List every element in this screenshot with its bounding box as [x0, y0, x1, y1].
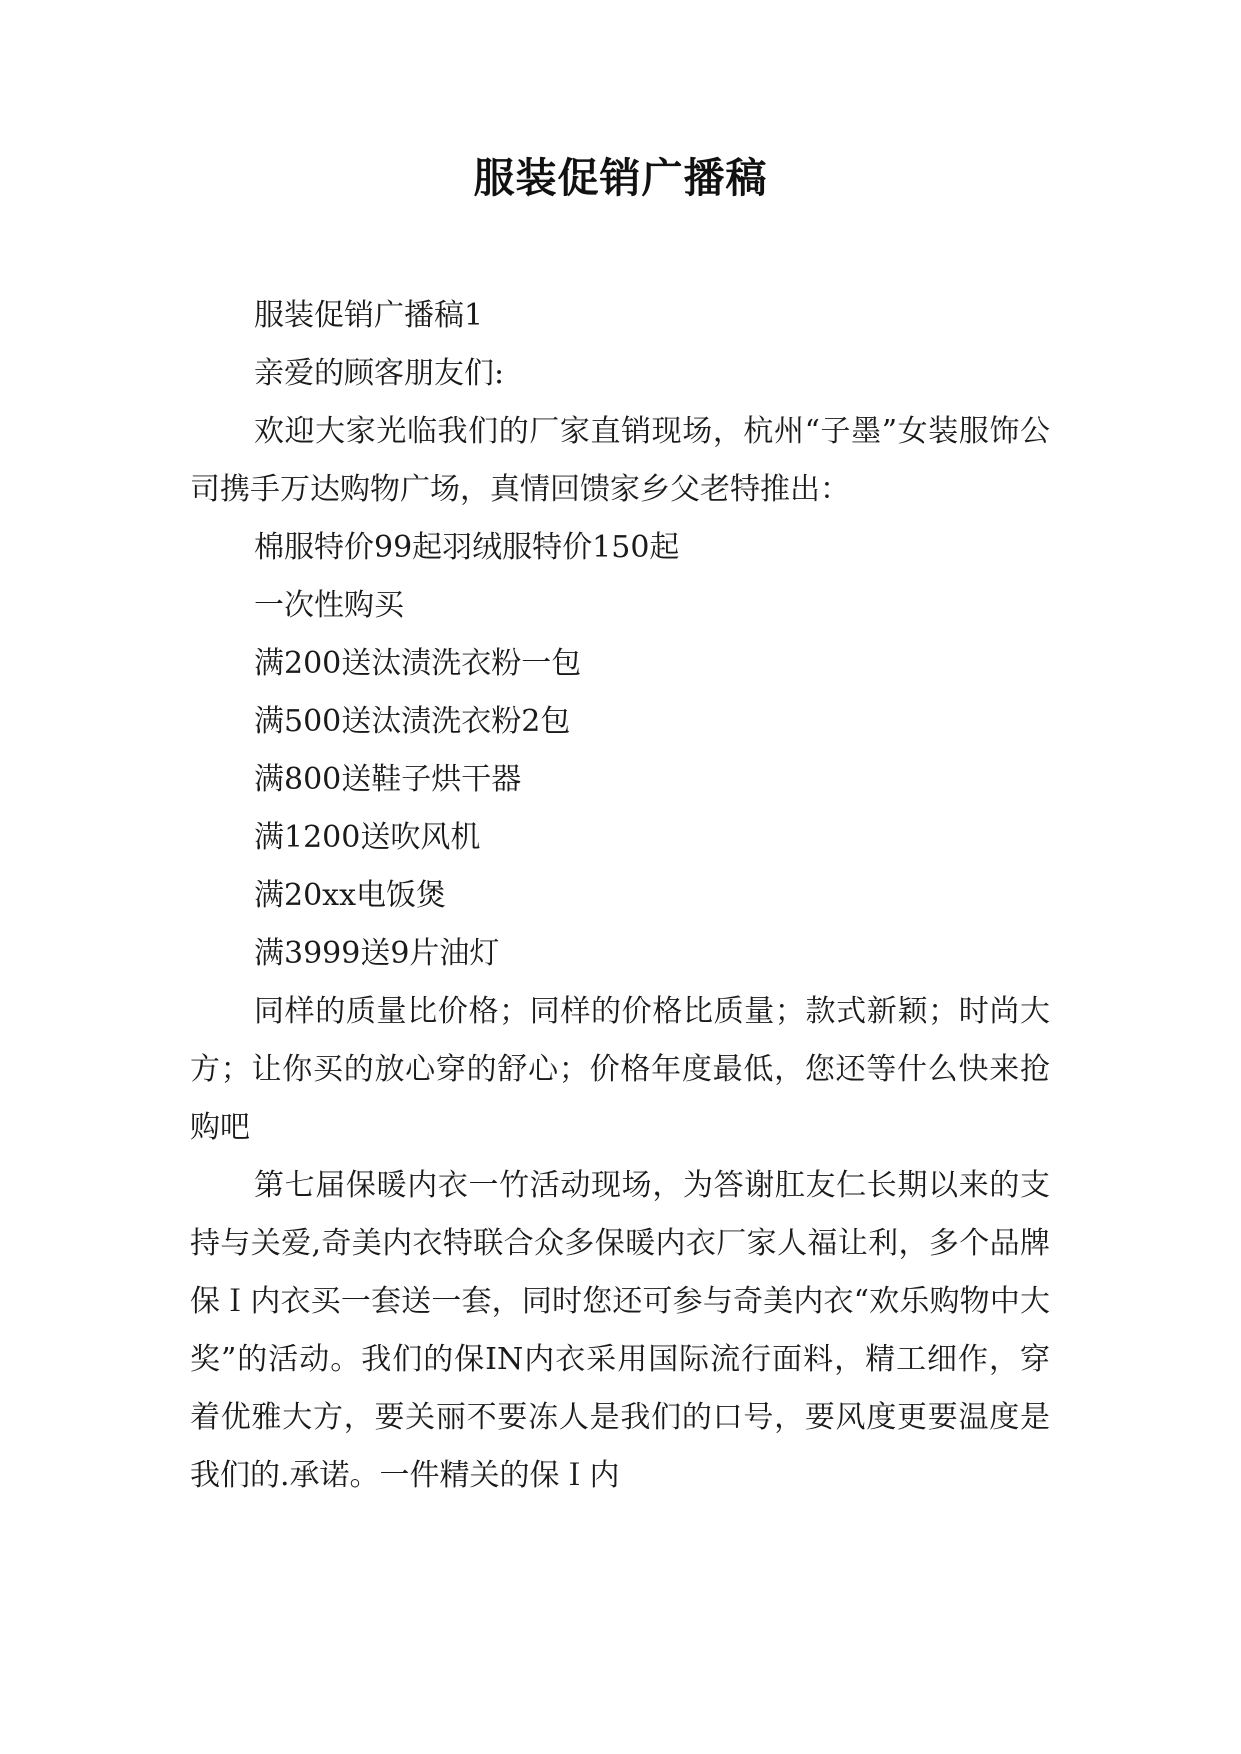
paragraph-welcome: 欢迎大家光临我们的厂家直销现场，杭州“子墨”女装服饰公司携手万达购物广场，真情回馈家乡父老特推出： — [190, 414, 1050, 507]
paragraph-heading: 服装促销广播稿1 — [254, 298, 484, 333]
paragraph-offer: 满20xx电饭煲 — [254, 878, 447, 913]
paragraph-purchase: 一次性购买 — [254, 588, 404, 623]
paragraph-offer: 满800送鞋子烘干器 — [254, 762, 522, 797]
paragraph-offer: 满3999送9片油灯 — [254, 936, 500, 971]
document-body — [190, 287, 1050, 1505]
paragraph-quality: 同样的质量比价格；同样的价格比质量；款式新颖；时尚大方；让你买的放心穿的舒心；价格年度最低，您还等什么快来抢购吧 — [190, 994, 1050, 1145]
paragraph-offer: 满1200送吹风机 — [254, 820, 481, 855]
document-title: 服装促销广播稿 — [473, 154, 768, 202]
paragraph-offer: 满200送汰渍洗衣粉一包 — [254, 646, 582, 681]
paragraph-price: 棉服特价99起羽绒服特价150起 — [254, 530, 680, 565]
paragraph-event: 第七届保暖内衣一竹活动现场，为答谢肛友仁长期以来的支持与关爱,奇美内衣特联合众多保暖内衣厂家人福让利，多个品牌保Ｉ内衣买一套送一套，同时您还可参与奇美内衣“欢乐购物中大奖”的活动。我们的保IN内衣采用国际流行面料，精工细作，穿着优雅大方，要关丽不要冻人是我们的口号，要风度更要温度是我们的.承诺。一件精关的保Ｉ内 — [190, 1168, 1050, 1493]
paragraph-greeting: 亲爱的顾客朋友们: — [254, 356, 505, 391]
paragraph-offer: 满500送汰渍洗衣粉2包 — [254, 704, 571, 739]
